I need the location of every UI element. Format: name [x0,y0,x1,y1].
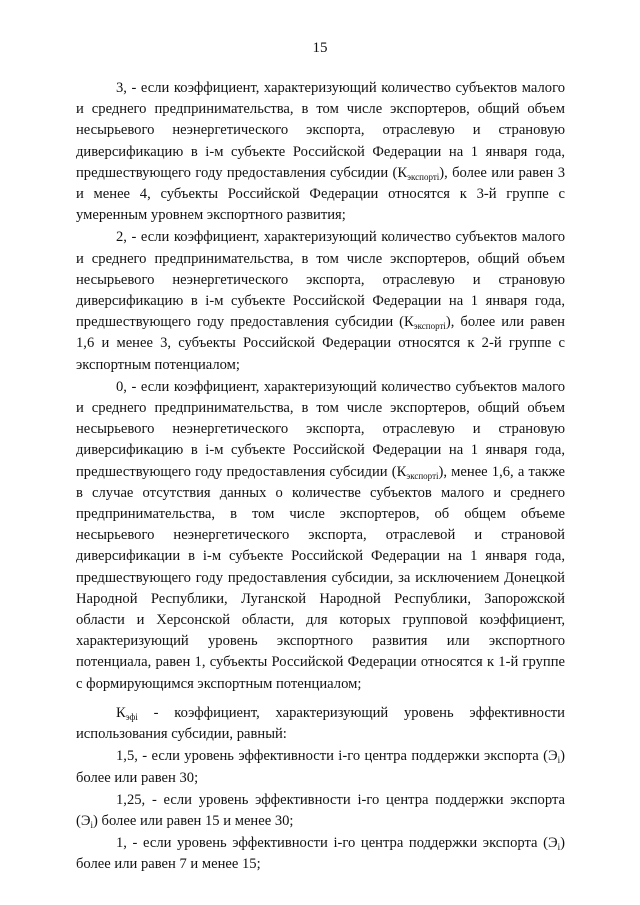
paragraph-text: 2, - если коэффициент, характеризующий количество субъектов малого и среднего предпринимательства, в том числе экспортеров, общий объем несырьевого неэнергетического экспорта, отраслевую и страновую диверсификацию в i-м субъекте Российской Федерации на 1 января года, предшествующего году предоставления субсидии (К [76,229,565,331]
paragraph-text: 0, - если коэффициент, характеризующий количество субъектов малого и среднего предпринимательства, в том числе экспортеров, общий объем несырьевого неэнергетического экспорта, отраслевую и страновую диверсификацию в i-м субъекте Российской Федерации на 1 января года, предшествующего году предоставления субсидии (К [76,378,565,480]
paragraph-text: ) более или равен 30; [76,748,565,786]
document-body [76,78,565,876]
paragraph-text: ), более или равен 1,6 и менее 3, субъекты Российской Федерации относятся к 2-й группе с экспортным потенциалом; [76,314,565,373]
subscript: экспортi [406,470,439,481]
paragraph-group-1 [76,377,565,695]
subscript: эфi [125,711,138,722]
paragraph-text: 3, - если коэффициент, характеризующий количество субъектов малого и среднего предпринимательства, в том числе экспортеров, общий объем несырьевого неэнергетического экспорта, отраслевую и страновую диверсификацию в i-м субъекте Российской Федерации на 1 января года, предшествующего году предоставления субсидии (К [76,80,565,181]
paragraph-text: ), менее 1,6, а также в случае отсутствия данных о количестве субъектов малого и среднего предпринимательства, в том числе экспортеров, об общем объеме несырьевого неэнергетического экспорта, отраслевой и страновой диверсификации в i-м субъекте Российской Федерации на 1 января года, предшествующего году предоставления субсидии, за исключением Донецкой Народной Республики, Луганской Народной Республики, Запорожской области и Херсонской области, для которых групповой коэффициент, характеризующий уровень экспортного развития или экспортного потенциала, равен 1, субъекты Российской Федерации относятся к 1-й группе с формирующимся экспортным потенциалом; [76,463,565,692]
paragraph-text: ) более или равен 7 и менее 15; [76,835,565,873]
paragraph-efficiency-1-5 [76,746,565,788]
paragraph-text: ), более или равен 3 и менее 4, субъекты Российской Федерации относятся к 3-й группе с умеренным уровнем экспортного развития; [76,164,566,224]
subscript: i [557,842,561,853]
subscript: экспортi [407,171,440,182]
paragraph-text: - коэффициент, характеризующий уровень эффективности использования субсидии, равный: [76,704,565,743]
paragraph-efficiency-1-25 [76,790,565,832]
paragraph-text: К [116,704,126,721]
paragraph-text: 1, - если уровень эффективности i-го центра поддержки экспорта (Э [116,835,558,852]
subscript: i [557,755,561,766]
paragraph-text: 1,25, - если уровень эффективности i-го центра поддержки экспорта (Э [76,791,565,829]
paragraph-text: 1,5, - если уровень эффективности i-го центра поддержки экспорта (Э [116,748,558,765]
paragraph-text: ) более или равен 15 и менее 30; [93,812,294,829]
page-number: 15 [312,40,328,56]
subscript: экспортi [413,321,446,332]
paragraph-efficiency-coefficient [76,703,565,745]
paragraph-efficiency-1 [76,833,565,875]
subscript: i [90,819,94,830]
paragraph-group-2 [76,227,565,375]
paragraph-group-3 [76,78,565,226]
